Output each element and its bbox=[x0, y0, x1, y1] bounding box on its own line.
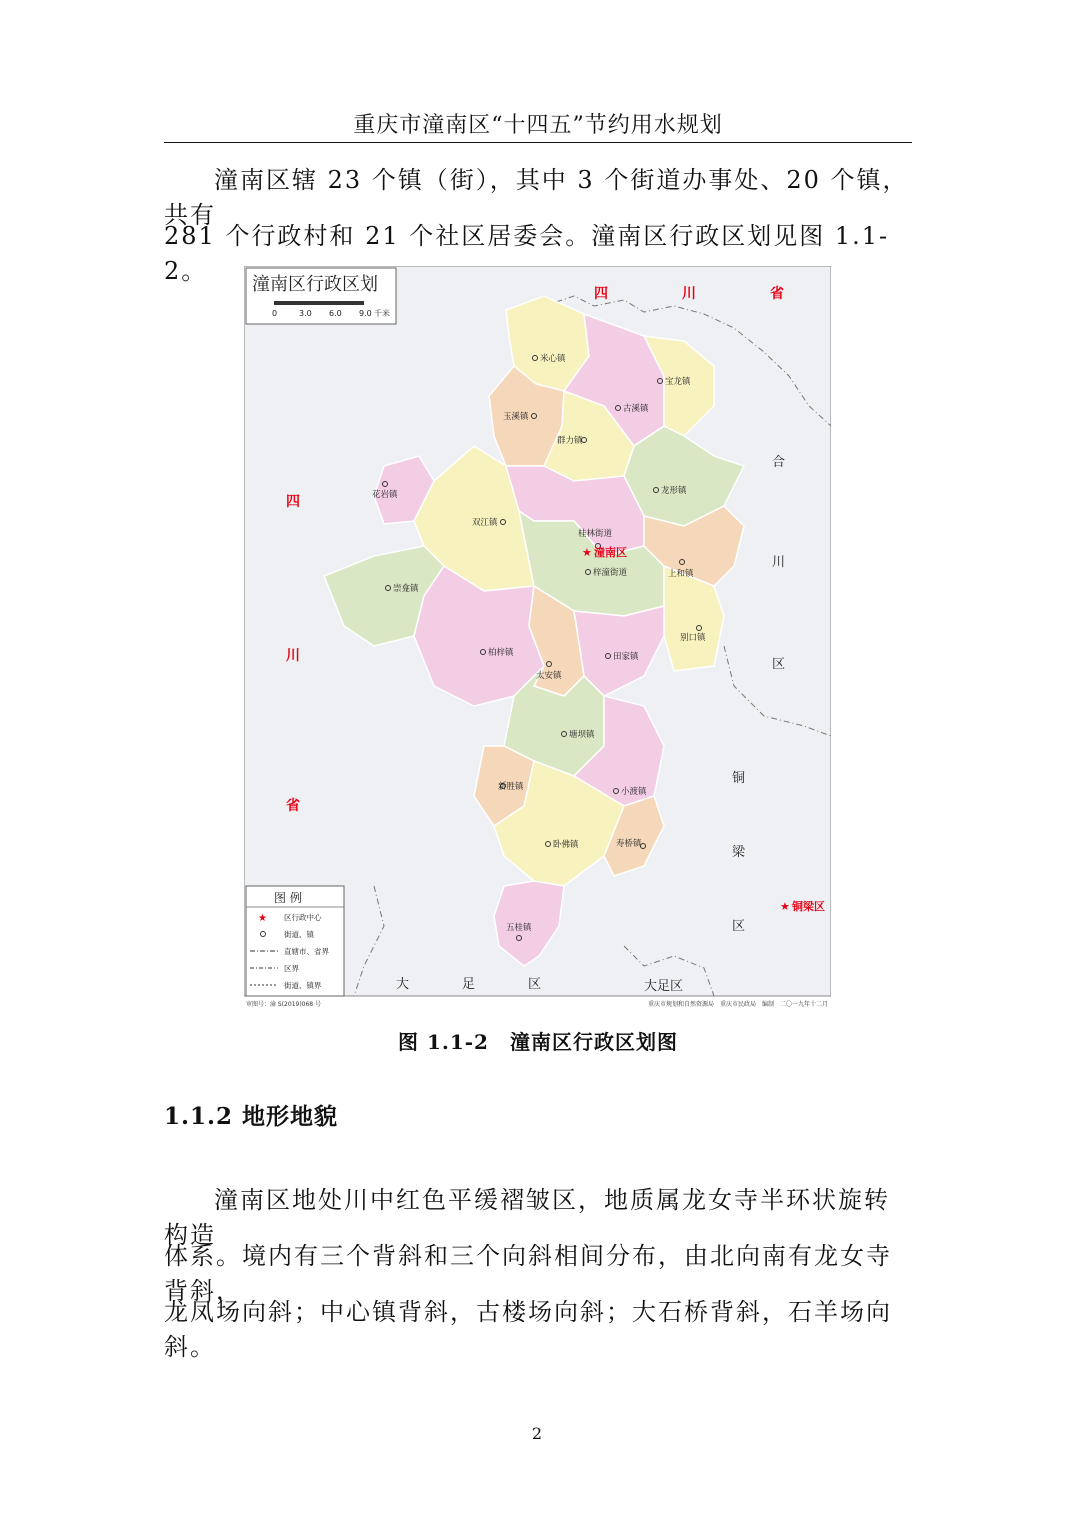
town-label: 玉溪镇 bbox=[503, 412, 529, 422]
neighbor-label: 合 bbox=[772, 455, 786, 470]
neighbor-label: 区 bbox=[732, 919, 746, 934]
paragraph-line: 龙凤场向斜；中心镇背斜，古楼场向斜；大石桥背斜，石羊场向斜。 bbox=[164, 1298, 892, 1361]
map-credits: 重庆市规划和自然资源局 重庆市民政局 编制 二〇一九年十二月 bbox=[647, 1001, 828, 1008]
town-label: 古溪镇 bbox=[623, 404, 649, 414]
scale-tick: 0 bbox=[272, 309, 278, 318]
town-label: 梓潼街道 bbox=[593, 568, 628, 578]
town-label: 米心镇 bbox=[540, 354, 566, 364]
town-label: 寿桥镇 bbox=[616, 839, 642, 849]
section-heading: 1.1.2 地形地貌 bbox=[164, 1103, 339, 1130]
town-label: 双江镇 bbox=[472, 518, 498, 528]
town-label: 花岩镇 bbox=[372, 490, 398, 500]
map-title: 潼南区行政区划 bbox=[252, 274, 378, 295]
district-center-label: 铜梁区 bbox=[792, 900, 825, 913]
town-label: 群力镇 bbox=[557, 436, 583, 446]
neighbor-label: 大足区 bbox=[644, 979, 684, 994]
town-label: 别口镇 bbox=[680, 633, 706, 643]
neighbor-label: 川 bbox=[772, 555, 786, 570]
town-label: 塘坝镇 bbox=[569, 730, 595, 740]
town-label: 龙形镇 bbox=[661, 486, 687, 496]
town-label: 崇龛镇 bbox=[393, 584, 419, 594]
neighbor-label: 四 bbox=[594, 286, 608, 302]
header-rule bbox=[164, 142, 912, 143]
scale-tick: 6.0 bbox=[329, 309, 342, 318]
paragraph-line: 体系。境内有三个背斜和三个向斜相间分布，由北向南有龙女寺背斜， bbox=[164, 1242, 892, 1305]
town-label: 小渡镇 bbox=[621, 787, 647, 797]
neighbor-label: 梁 bbox=[732, 845, 746, 860]
town-marker bbox=[557, 435, 587, 446]
district-center-label: 潼南区 bbox=[594, 546, 627, 559]
paragraph-line: 281 个行政村和 21 个社区居委会。潼南区行政区划见图 1.1-2。 bbox=[164, 222, 890, 285]
neighbor-label: 足 bbox=[462, 977, 476, 992]
neighbor-label: 省 bbox=[286, 798, 300, 814]
neighbor-label: 区 bbox=[772, 657, 786, 672]
town-label: 卧佛镇 bbox=[553, 840, 579, 850]
page-header: 重庆市潼南区“十四五”节约用水规划 bbox=[353, 113, 723, 138]
map-approval-number: 审图号：渝 S(2019)068 号 bbox=[246, 1001, 322, 1008]
paragraph-line: 潼南区辖 23 个镇（街），其中 3 个街道办事处、20 个镇，共有 bbox=[164, 166, 909, 229]
neighbor-label: 区 bbox=[528, 977, 542, 992]
legend-item: 区行政中心 bbox=[284, 913, 322, 922]
scale-tick: 9.0 bbox=[359, 309, 372, 318]
administrative-map bbox=[244, 266, 831, 1008]
star-icon: ★ bbox=[780, 900, 790, 913]
star-icon: ★ bbox=[582, 546, 592, 559]
neighbor-label: 川 bbox=[286, 648, 300, 664]
legend-item: 区界 bbox=[284, 964, 299, 973]
town-label: 田家镇 bbox=[613, 652, 639, 662]
town-marker bbox=[498, 781, 524, 792]
town-label: 桂林街道 bbox=[578, 529, 613, 539]
town-label: 五桂镇 bbox=[506, 923, 532, 933]
legend-title: 图 例 bbox=[274, 891, 302, 905]
town-marker bbox=[616, 838, 646, 849]
scale-bar bbox=[274, 301, 364, 305]
legend-item: 直辖市、省界 bbox=[284, 947, 329, 956]
neighbor-label: 铜 bbox=[732, 771, 746, 786]
scale-unit: 千米 bbox=[374, 309, 390, 318]
neighbor-label: 大 bbox=[396, 977, 410, 992]
scale-tick: 3.0 bbox=[299, 309, 312, 318]
star-icon: ★ bbox=[258, 913, 267, 924]
town-label: 柏梓镇 bbox=[488, 648, 514, 658]
neighbor-label: 川 bbox=[682, 286, 696, 302]
neighbor-label: 四 bbox=[286, 494, 300, 510]
town-label: 宝龙镇 bbox=[665, 377, 691, 387]
figure-caption: 图 1.1-2 潼南区行政区划图 bbox=[398, 1030, 678, 1054]
legend-item: 街道、镇界 bbox=[284, 981, 322, 990]
town-label: 新胜镇 bbox=[498, 782, 524, 792]
legend-item: 街道、镇 bbox=[284, 930, 314, 939]
town-label: 上和镇 bbox=[668, 569, 694, 579]
town-label: 太安镇 bbox=[536, 671, 562, 681]
neighbor-label: 省 bbox=[770, 286, 784, 302]
paragraph-line: 潼南区地处川中红色平缓褶皱区，地质属龙女寺半环状旋转构造 bbox=[164, 1186, 890, 1249]
page-number: 2 bbox=[531, 1424, 543, 1443]
